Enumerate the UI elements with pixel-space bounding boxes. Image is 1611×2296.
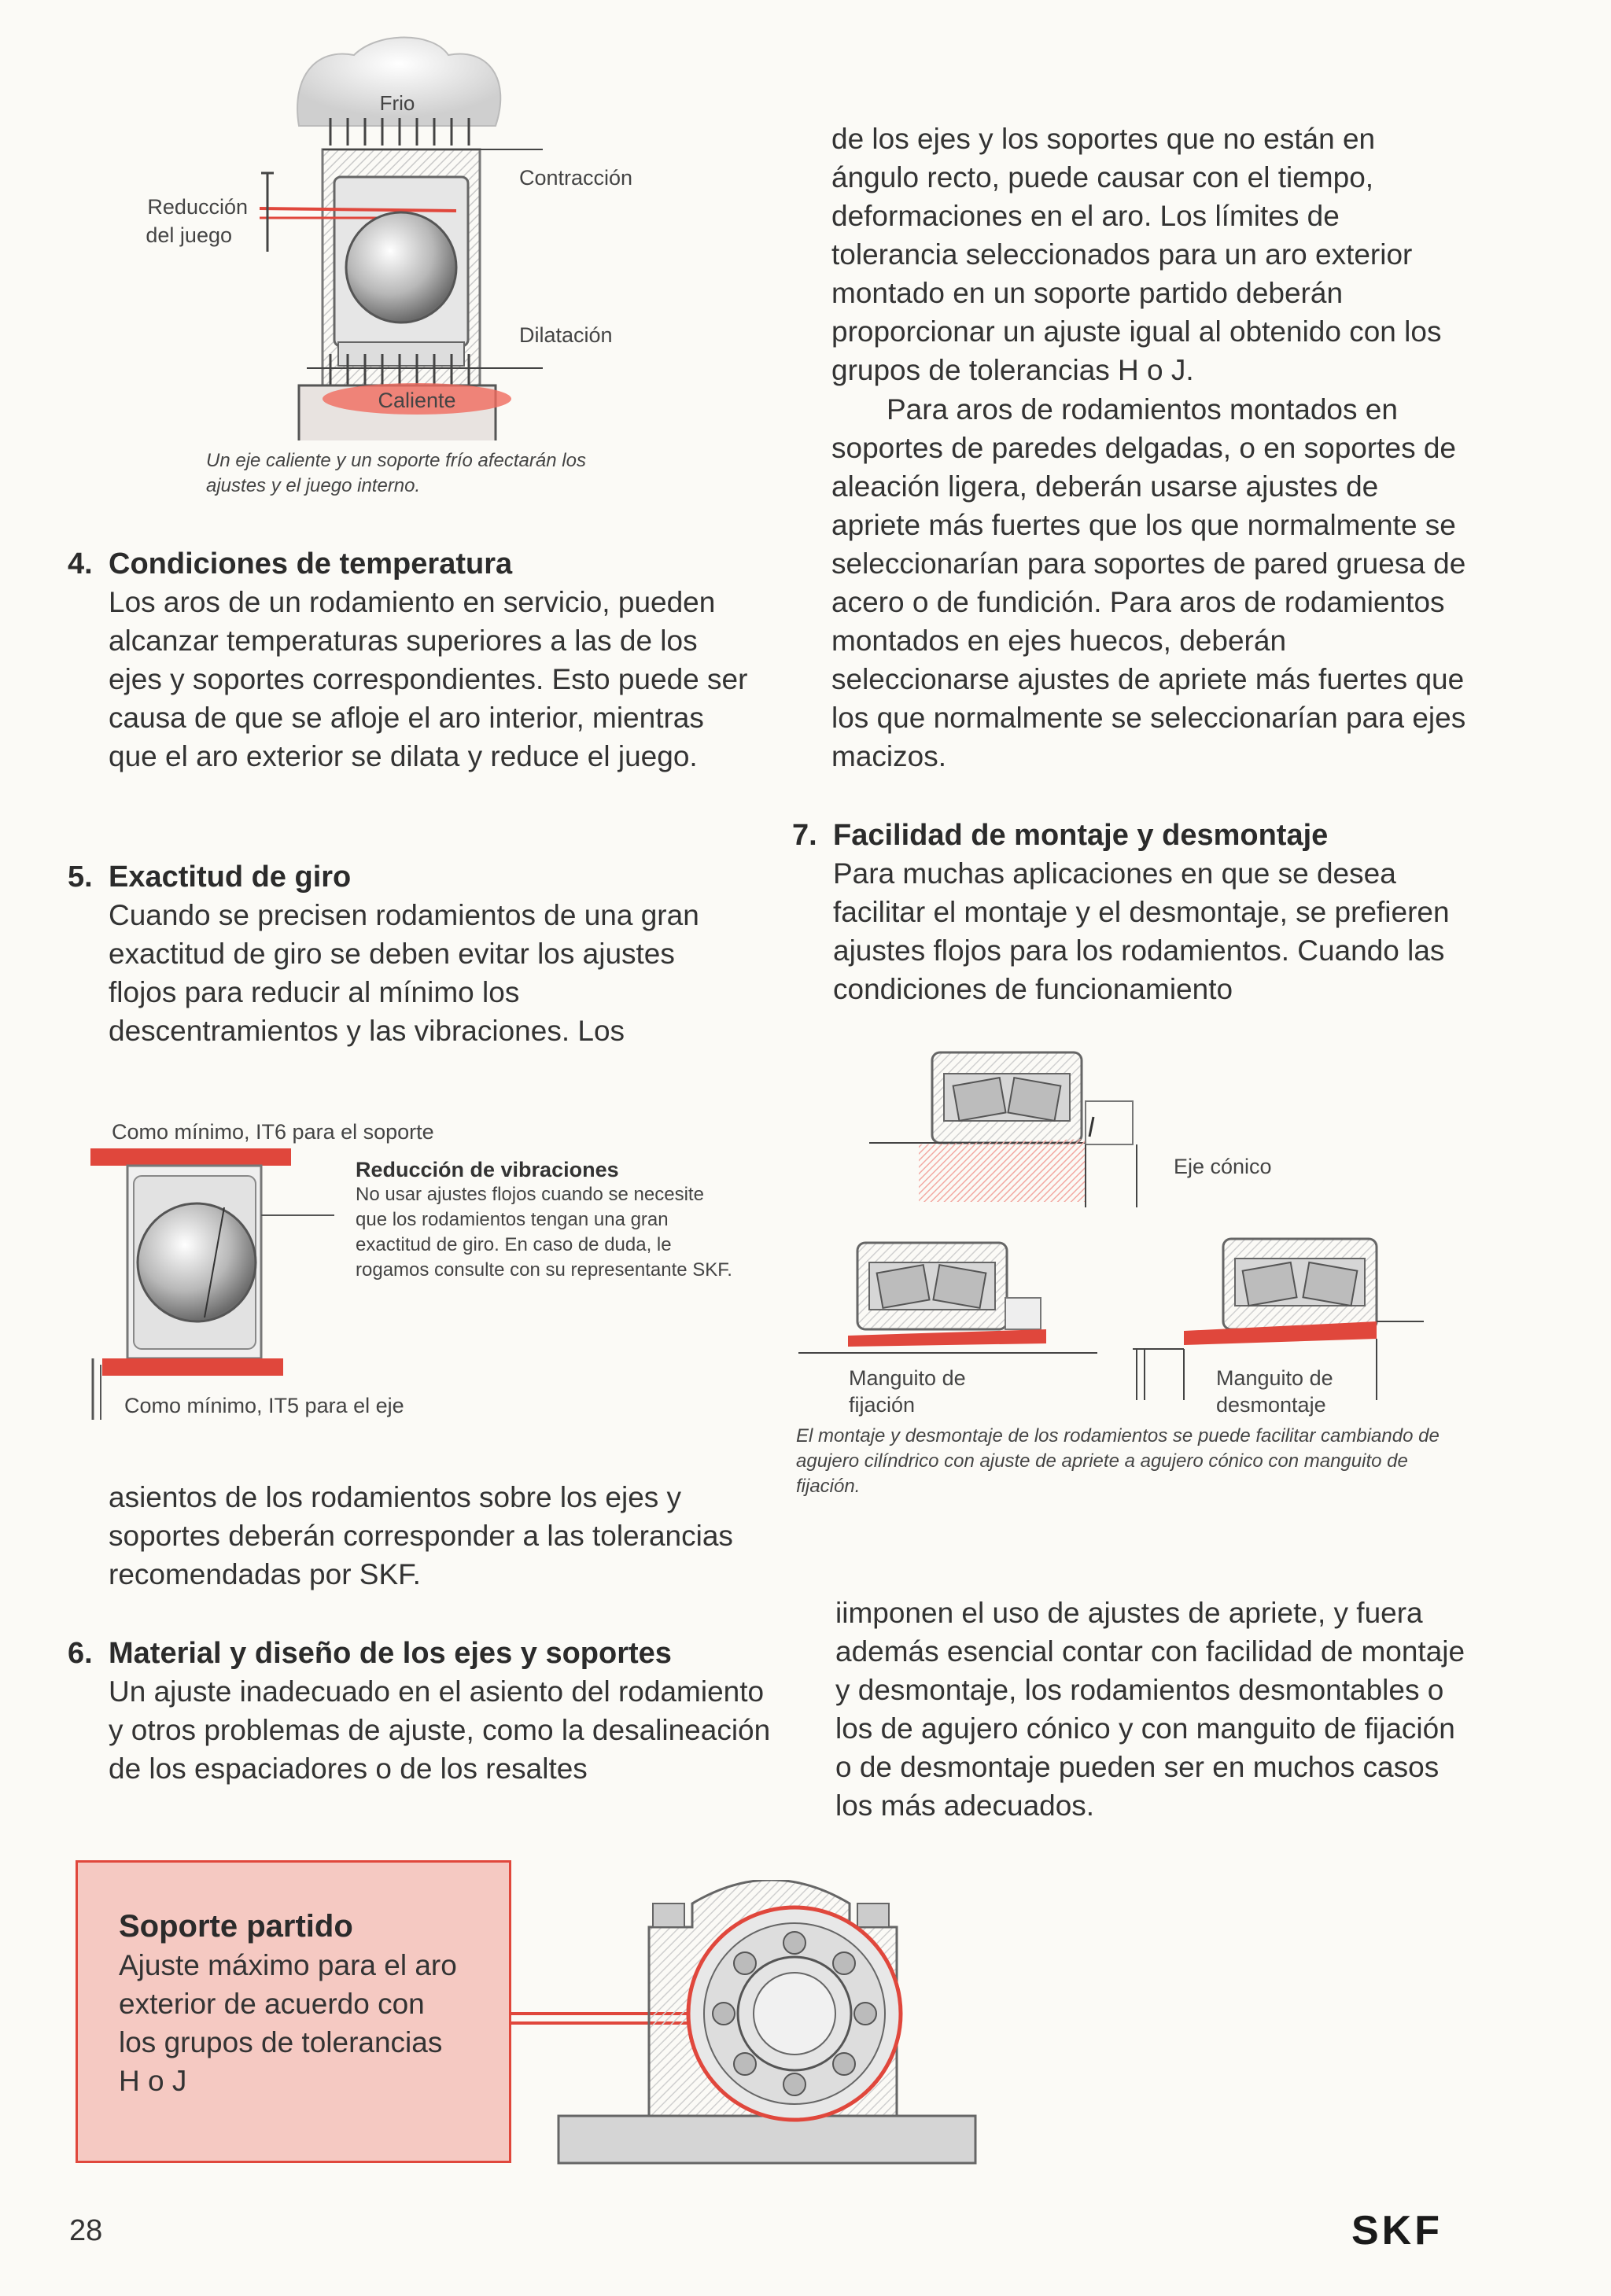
section-5-title: Exactitud de giro: [109, 861, 352, 894]
fig3-caption: El montaje y desmontaje de los rodamientos se puede facilitar cambiando de agujero cilíndrico con ajuste de apriete a agujero cónico con manguito de fijación.: [796, 1425, 1440, 1497]
section-4-title: Condiciones de temperatura: [109, 547, 513, 580]
page-number: 28: [69, 2214, 103, 2247]
adapter-sleeve-label: Manguito de fijación: [849, 1366, 966, 1417]
withdrawal-sleeve-label: Manguito de desmontaje: [1216, 1366, 1333, 1417]
skf-logo: SKF: [1351, 2208, 1443, 2254]
section-7-number: 7.: [792, 819, 817, 852]
mounting-diagrams: [787, 1038, 1463, 1416]
section-7-continuation: iimponen el uso de ajustes de apriete, y fuera además esencial contar con facilidad de montaje y desmontaje, los rodamientos desmontables o los de agujero cónico y con manguito de fijación o de desmontaje pueden ser en muchos casos los más adecuados.: [835, 1597, 1465, 1822]
section-5-text: Cuando se precisen rodamientos de una gran exactitud de giro se deben evitar los ajustes flojos para reducir al mínimo los descentramientos y las vibraciones. Los: [109, 899, 699, 1047]
adapter-sleeve-diagram: [798, 1243, 1097, 1353]
section-5-continuation: asientos de los rodamientos sobre los ejes y soportes deberán corresponder a las tolerancias recomendadas por SKF.: [109, 1481, 733, 1590]
tapered-shaft-label: Eje cónico: [1174, 1155, 1272, 1178]
section-4: [68, 545, 754, 776]
inner-ring: [338, 342, 464, 366]
tapered-shaft-diagram: [869, 1052, 1137, 1207]
expansion-label: Dilatación: [519, 323, 613, 347]
vibration-note: [356, 1157, 733, 1283]
housing-base: [559, 2116, 975, 2163]
ball: [346, 212, 456, 322]
thermal-diagram: [118, 31, 669, 456]
clearance-reduction-label-2: del juego: [146, 223, 232, 247]
section-7: [792, 816, 1462, 1008]
clearance-reduction-label-1: Reducción: [147, 195, 248, 219]
section-6-text: Un ajuste inadecuado en el asiento del rodamiento y otros problemas de ajuste, como la desalineación de los espaciadores o de los resaltes: [109, 1675, 771, 1785]
section-7-text: Para muchas aplicaciones en que se desea facilitar el montaje y el desmontaje, se prefieren ajustes flojos para los rodamientos. Cuando las condiciones de funcionamiento: [833, 857, 1450, 1005]
right-column-text-1: de los ejes y los soportes que no están en ángulo recto, puede causar con el tiempo, deformaciones en el aro. Los límites de tolerancia seleccionados para un aro exterior montado en un soporte partido deberán proporcionar un ajuste igual al obtenido con los grupos de tolerancias H o J.: [831, 123, 1442, 386]
callout-title: Soporte partido: [119, 1909, 353, 1944]
section-6-title: Material y diseño de los ejes y soportes: [109, 1637, 672, 1670]
vibration-note-title: Reducción de vibraciones: [356, 1158, 619, 1181]
section-6-number: 6.: [68, 1637, 93, 1670]
section-6: [68, 1634, 785, 1788]
section-5-number: 5.: [68, 861, 93, 894]
section-4-text: Los aros de un rodamiento en servicio, pueden alcanzar temperaturas superiores a las de los ejes y soportes correspondientes. Esto puede ser causa de que se afloje el aro interior, mientras que el aro exterior se dilata y reduce el juego.: [109, 586, 748, 772]
split-housing-callout: [76, 1860, 511, 2163]
hot-label: Caliente: [378, 389, 456, 412]
cold-label: Frio: [379, 91, 415, 115]
fig1-caption: Un eje caliente y un soporte frío afectarán los ajustes y el juego interno.: [206, 450, 586, 496]
callout-text: Ajuste máximo para el aro exterior de acuerdo con los grupos de tolerancias H o J: [119, 1949, 457, 2097]
precision-bearing-diagram: [87, 1144, 354, 1420]
housing-min-label: Como mínimo, IT6 para el soporte: [112, 1120, 434, 1144]
section-7-title: Facilidad de montaje y desmontaje: [833, 819, 1329, 852]
section-4-number: 4.: [68, 547, 93, 580]
shaft-min-label: Como mínimo, IT5 para el eje: [124, 1394, 404, 1417]
right-column-text-2: Para aros de rodamientos montados en soportes de paredes delgadas, o en soportes de aleación ligera, deberán usarse ajustes de apriete más fuertes que los que normalmente se seleccionarían para soportes de pared gruesa de acero o de fundición. Para aros de rodamientos montados en ejes huecos, deberán seleccionarse ajustes de apriete más fuertes que los que normalmente se seleccionarían para ejes macizos.: [831, 393, 1466, 772]
split-housing-diagram: [503, 1880, 1054, 2171]
contraction-label: Contracción: [519, 166, 633, 190]
vibration-note-text: No usar ajustes flojos cuando se necesite que los rodamientos tengan una gran exactitud de giro. En caso de duda, le rogamos consulte con su representante SKF.: [356, 1184, 732, 1281]
section-5: [68, 858, 706, 1050]
